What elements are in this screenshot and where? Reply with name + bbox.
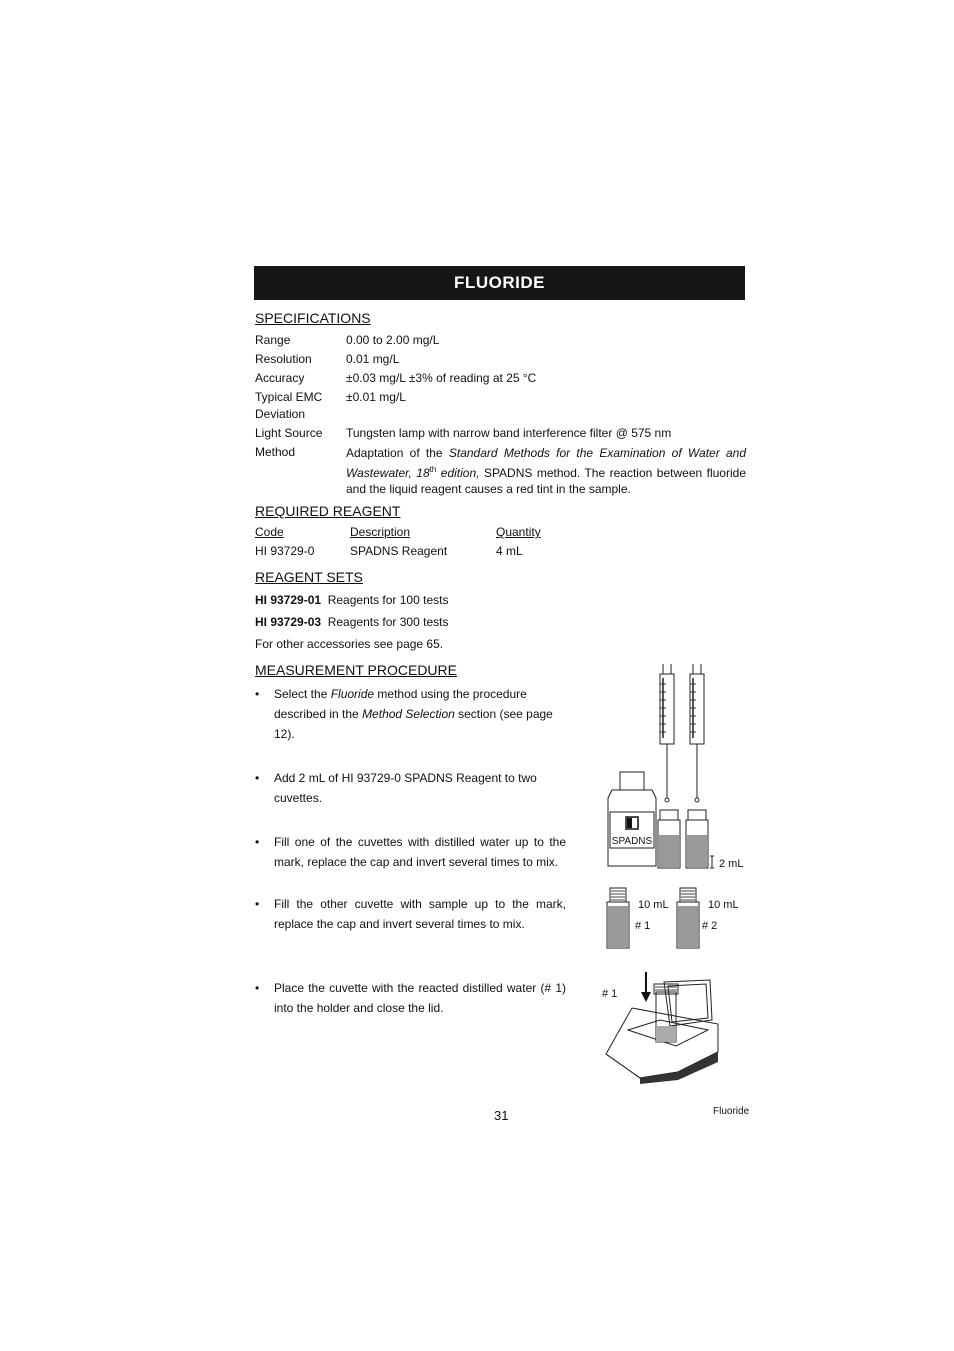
emc-label-line2: Deviation <box>255 407 306 421</box>
reagent-set-2: HI 93729-03 Reagents for 300 tests <box>255 615 449 629</box>
meter-cuvette-label: # 1 <box>602 988 618 1000</box>
range-label: Range <box>255 333 291 347</box>
cuvettes-illustration <box>600 884 710 952</box>
method-label: Method <box>255 445 296 459</box>
cuvette-2-label: # 2 <box>702 920 718 932</box>
reagent-set-1: HI 93729-01 Reagents for 100 tests <box>255 593 449 607</box>
reagent-addition-illustration <box>600 660 750 875</box>
two-ml-label: 2 mL <box>719 858 744 870</box>
ten-ml-label-2: 10 mL <box>708 899 739 911</box>
col-code-header: Code <box>255 525 284 539</box>
light-source-value: Tungsten lamp with narrow band interference filter @ 575 nm <box>346 426 672 440</box>
procedure-step-2: • Add 2 mL of HI 93729-0 SPADNS Reagent to two cuvettes. <box>255 771 537 805</box>
meter-illustration <box>600 968 730 1084</box>
resolution-label: Resolution <box>255 352 312 366</box>
procedure-step-4: • Fill the other cuvette with sample up to the mark, replace the cap and invert several times to mix. <box>255 897 566 931</box>
reagent-description: SPADNS Reagent <box>350 544 448 558</box>
procedure-step-3: • Fill one of the cuvettes with distilled water up to the mark, replace the cap and invert several times to mix. <box>255 835 566 869</box>
emc-value: ±0.01 mg/L <box>346 390 406 404</box>
col-description-header: Description <box>350 525 411 539</box>
specifications-heading: SPECIFICATIONS <box>255 310 371 326</box>
accuracy-value: ±0.03 mg/L ±3% of reading at 25 °C <box>346 371 537 385</box>
resolution-value: 0.01 mg/L <box>346 352 400 366</box>
method-description: Adaptation of the Standard Methods for the Examination of Water and Wastewater, 18th edition, SPADNS method. The reaction between fluoride and the liquid reagent causes a red tint in the sample. <box>346 446 746 496</box>
reagent-sets-heading: REAGENT SETS <box>255 569 363 585</box>
emc-label: Typical EMC <box>255 390 323 404</box>
procedure-step-5: • Place the cuvette with the reacted distilled water (# 1) into the holder and close the lid. <box>255 981 566 1015</box>
required-reagent-heading: REQUIRED REAGENT <box>255 503 401 519</box>
col-quantity-header: Quantity <box>496 525 541 539</box>
page-number: 31 <box>494 1108 509 1123</box>
reagent-code: HI 93729-0 <box>255 544 315 558</box>
light-source-label: Light Source <box>255 426 323 440</box>
accuracy-label: Accuracy <box>255 371 305 385</box>
procedure-step-1: • Select the Fluoride method using the procedure described in the Method Selection section (see page 12). <box>255 687 553 741</box>
measurement-procedure-heading: MEASUREMENT PROCEDURE <box>255 662 457 678</box>
cuvette-1-label: # 1 <box>635 920 651 932</box>
ten-ml-label-1: 10 mL <box>638 899 669 911</box>
page-title: FLUORIDE <box>254 266 745 300</box>
bottle-label: SPADNS <box>611 836 653 847</box>
accessories-note: For other accessories see page 65. <box>255 637 444 651</box>
reagent-quantity: 4 mL <box>496 544 523 558</box>
footer-section: Fluoride <box>713 1106 750 1117</box>
range-value: 0.00 to 2.00 mg/L <box>346 333 440 347</box>
